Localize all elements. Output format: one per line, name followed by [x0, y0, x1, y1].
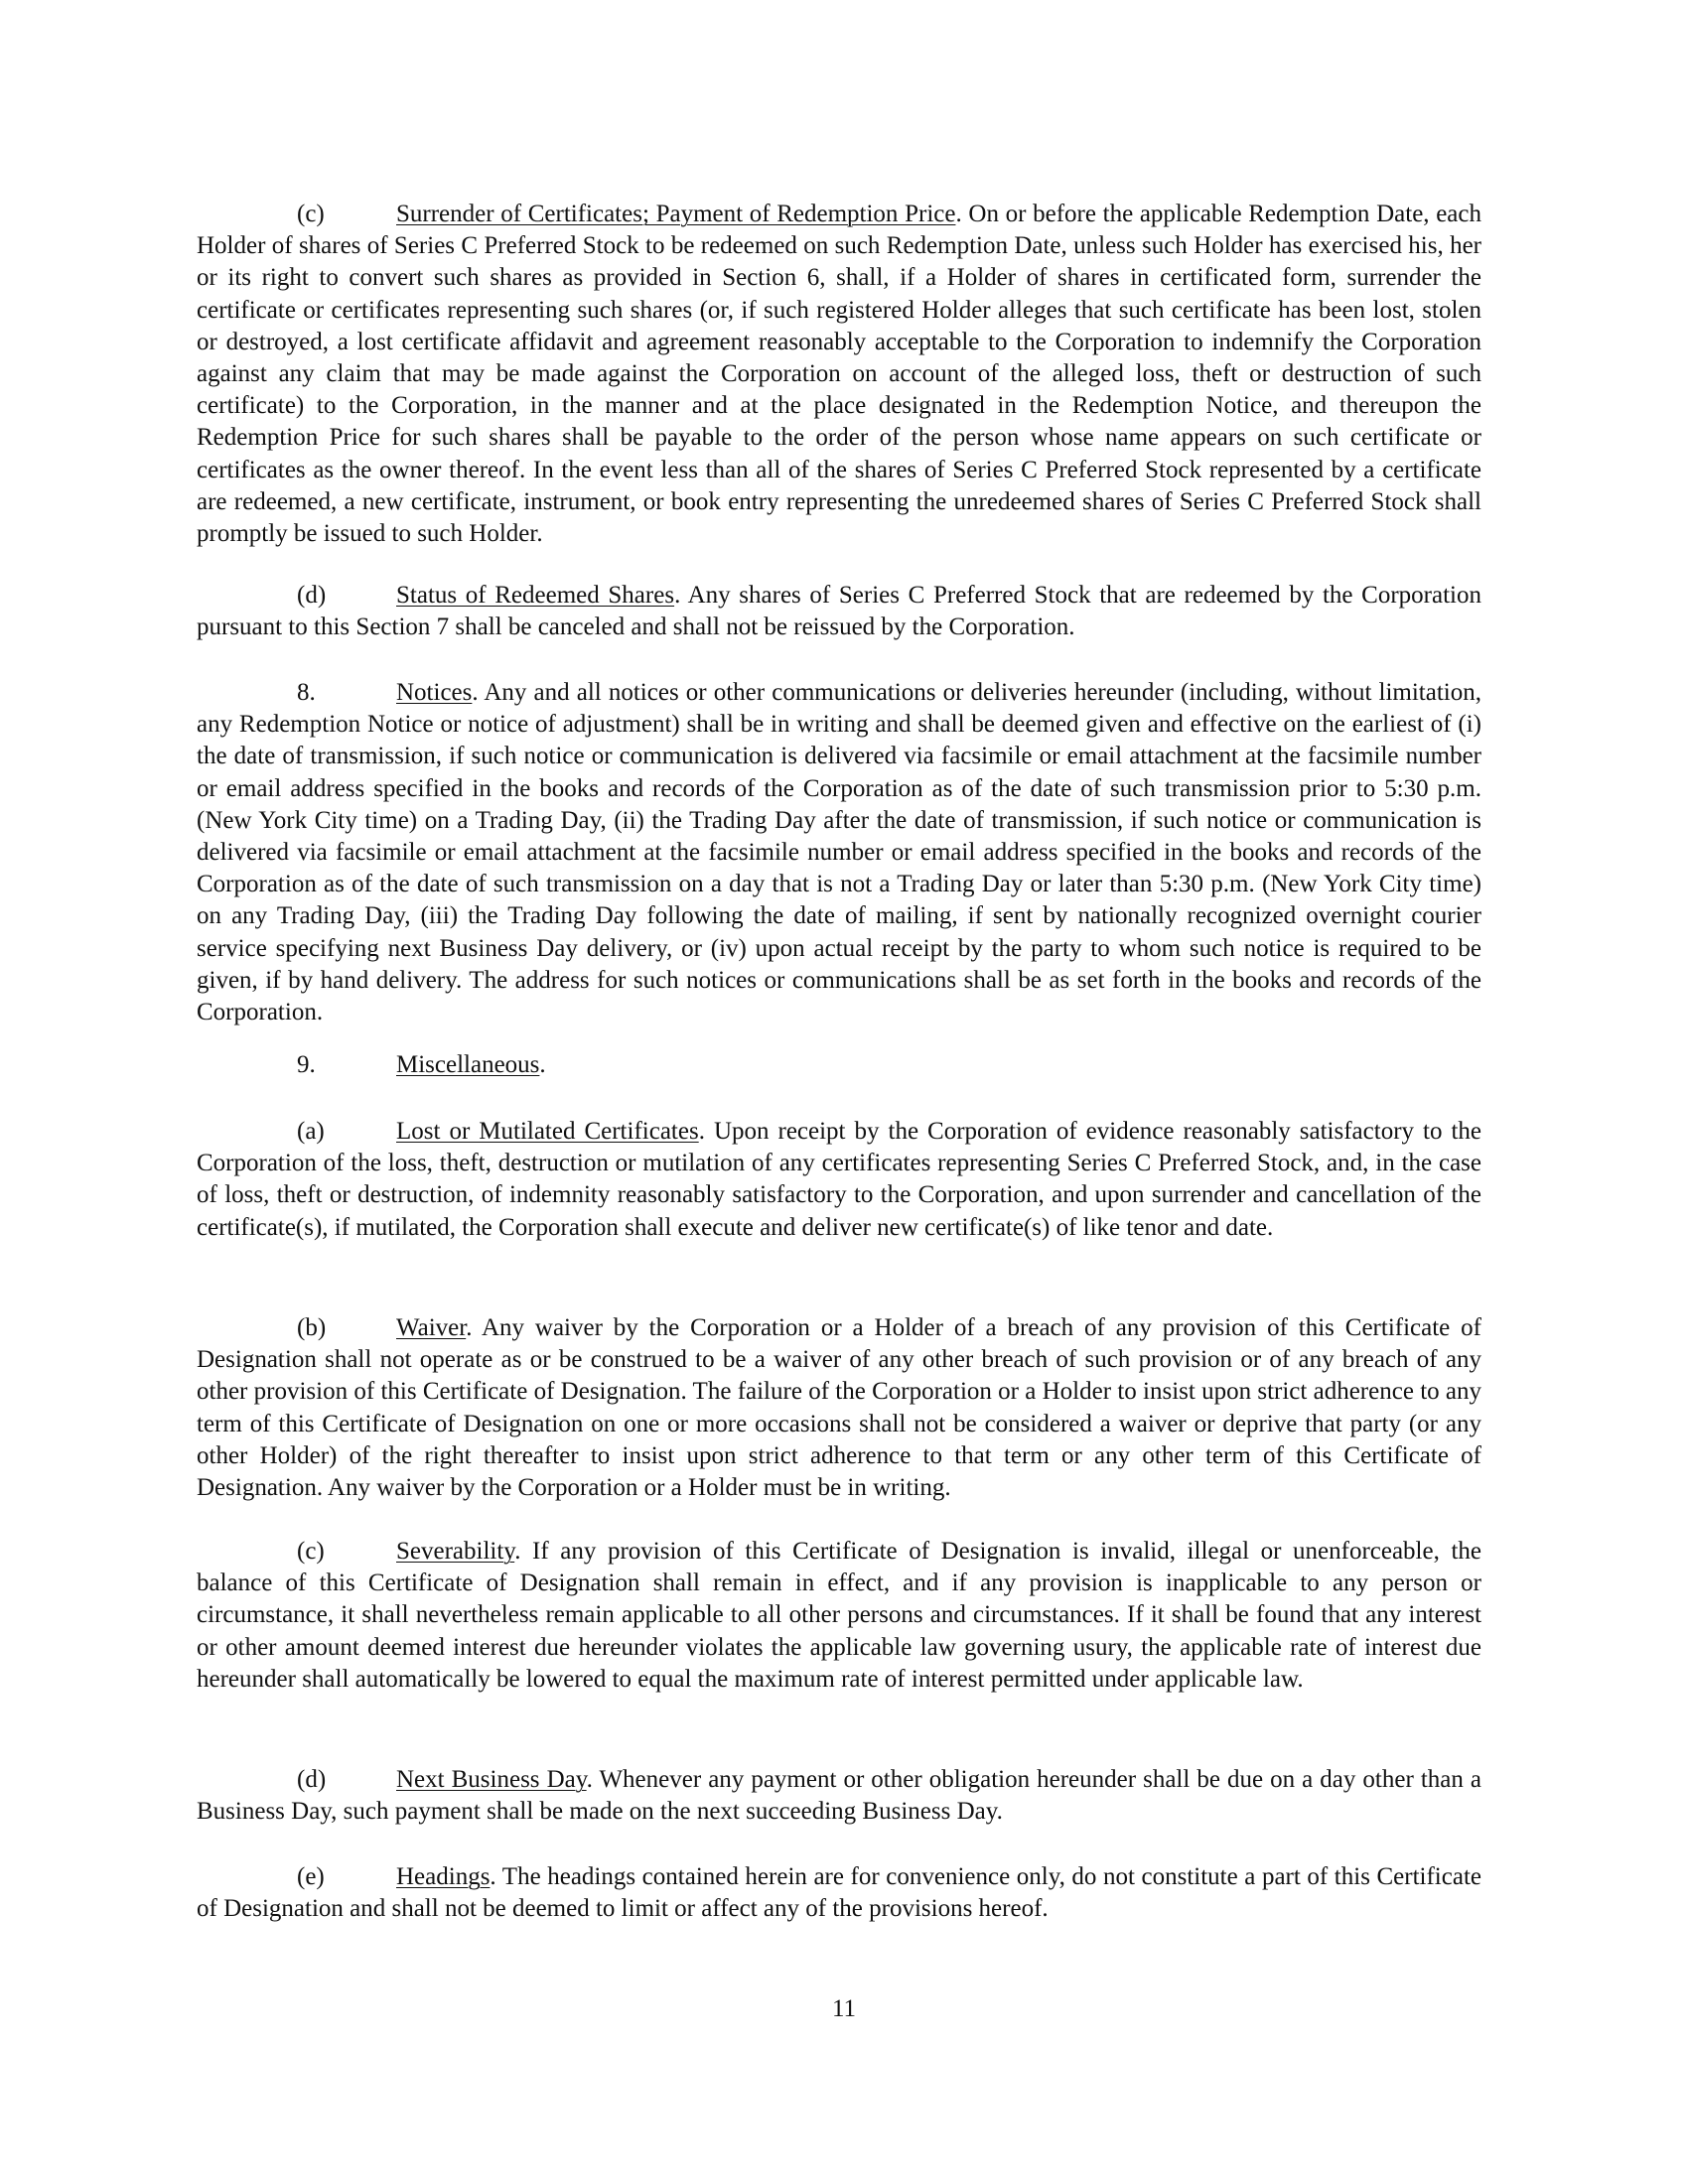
- paragraph-number: (d): [297, 582, 327, 609]
- paragraph-text: . Any shares of Series C Preferred Stock that are redeemed by the Corporation pursuant to this Section 7 shall be canceled and shall not be reissued by the Corporation.: [197, 582, 1481, 641]
- paragraph-heading: Next Business Day: [396, 1766, 587, 1793]
- paragraph-number: 8.: [297, 679, 316, 706]
- paragraph-number: 9.: [297, 1051, 316, 1078]
- paragraph-heading: Lost or Mutilated Certificates: [396, 1118, 699, 1145]
- paragraph-number: (a): [297, 1118, 325, 1145]
- paragraph-heading: Status of Redeemed Shares: [396, 582, 675, 609]
- paragraph-text: . If any provision of this Certificate of Designation is invalid, illegal or unenforceable, the balance of this Certificate of Designation shall remain in effect, and if any provision is inapplicable to any person or circumstance, it shall nevertheless remain applicable to all other persons and circumstances. If it shall be found that any interest or other amount deemed interest due hereunder violates the applicable law governing usury, the applicable rate of interest due hereunder shall automatically be lowered to equal the maximum rate of interest permitted under applicable law.: [197, 1538, 1481, 1693]
- paragraph-headings: [197, 1861, 1481, 1925]
- paragraph-text: . Any waiver by the Corporation or a Holder of a breach of any provision of this Certificate of Designation shall not operate as or be construed to be a waiver of any other breach of such provision or of any breach of any other provision of this Certificate of Designation. The failure of the Corporation or a Holder to insist upon strict adherence to any term of this Certificate of Designation on one or more occasions shall not be considered a waiver or deprive that party (or any other Holder) of the right thereafter to insist upon strict adherence to that term or any other term of this Certificate of Designation. Any waiver by the Corporation or a Holder must be in writing.: [197, 1314, 1481, 1502]
- paragraph-text: .: [539, 1051, 546, 1078]
- paragraph-status-of-redeemed-shares: [197, 580, 1481, 643]
- paragraph-number: (d): [297, 1766, 327, 1793]
- paragraph-waiver: [197, 1312, 1481, 1504]
- paragraph-heading: Notices: [396, 679, 473, 706]
- paragraph-number: (c): [297, 1538, 325, 1565]
- page-number: 11: [831, 1995, 857, 2022]
- paragraph-heading: Surrender of Certificates; Payment of Redemption Price: [396, 201, 956, 227]
- paragraph-severability: [197, 1536, 1481, 1696]
- paragraph-text: . Whenever any payment or other obligation hereunder shall be due on a day other than a Business Day, such payment shall be made on the next succeeding Business Day.: [197, 1766, 1481, 1826]
- paragraph-surrender-of-certificates: [197, 199, 1481, 550]
- paragraph-text: . The headings contained herein are for convenience only, do not constitute a part of this Certificate of Designation and shall not be deemed to limit or affect any of the provisions hereof.: [197, 1863, 1481, 1923]
- paragraph-number: (c): [297, 201, 325, 227]
- paragraph-heading: Miscellaneous: [396, 1051, 540, 1078]
- paragraph-number: (b): [297, 1314, 327, 1341]
- paragraph-text: . On or before the applicable Redemption Date, each Holder of shares of Series C Preferred Stock to be redeemed on such Redemption Date, unless such Holder has exercised his, her or its right to convert such shares as provided in Section 6, shall, if a Holder of shares in certificated form, surrender the certificate or certificates representing such shares (or, if such registered Holder alleges that such certificate has been lost, stolen or destroyed, a lost certificate affidavit and agreement reasonably acceptable to the Corporation to indemnify the Corporation against any claim that may be made against the Corporation on account of the alleged loss, theft or destruction of such certificate) to the Corporation, in the manner and at the place designated in the Redemption Notice, and thereupon the Redemption Price for such shares shall be payable to the order of the person whose name appears on such certificate or certificates as the owner thereof. In the event less than all of the shares of Series C Preferred Stock represented by a certificate are redeemed, a new certificate, instrument, or book entry representing the unredeemed shares of Series C Preferred Stock shall promptly be issued to such Holder.: [197, 201, 1481, 548]
- paragraph-number: (e): [297, 1863, 325, 1890]
- paragraph-miscellaneous: [197, 1049, 1481, 1081]
- paragraph-heading: Waiver: [396, 1314, 467, 1341]
- paragraph-notices: [197, 677, 1481, 1028]
- paragraph-text: . Upon receipt by the Corporation of evidence reasonably satisfactory to the Corporation of the loss, theft, destruction or mutilation of any certificates representing Series C Preferred Stock, and, in the case of loss, theft or destruction, of indemnity reasonably satisfactory to the Corporation, and upon surrender and cancellation of the certificate(s), if mutilated, the Corporation shall execute and deliver new certificate(s) of like tenor and date.: [197, 1118, 1481, 1241]
- paragraph-next-business-day: [197, 1764, 1481, 1828]
- paragraph-text: . Any and all notices or other communications or deliveries hereunder (including, without limitation, any Redemption Notice or notice of adjustment) shall be in writing and shall be deemed given and effective on the earliest of (i) the date of transmission, if such notice or communication is delivered via facsimile or email attachment at the facsimile number or email address specified in the books and records of the Corporation as of the date of such transmission prior to 5:30 p.m. (New York City time) on a Trading Day, (ii) the Trading Day after the date of transmission, if such notice or communication is delivered via facsimile or email attachment at the facsimile number or email address specified in the books and records of the Corporation as of the date of such transmission on a day that is not a Trading Day or later than 5:30 p.m. (New York City time) on any Trading Day, (iii) the Trading Day following the date of mailing, if sent by nationally recognized overnight courier service specifying next Business Day delivery, or (iv) upon actual receipt by the party to whom such notice is required to be given, if by hand delivery. The address for such notices or communications shall be as set forth in the books and records of the Corporation.: [197, 679, 1481, 1026]
- paragraph-heading: Headings: [396, 1863, 491, 1890]
- paragraph-lost-or-mutilated-certificates: [197, 1116, 1481, 1244]
- paragraph-heading: Severability: [396, 1538, 515, 1565]
